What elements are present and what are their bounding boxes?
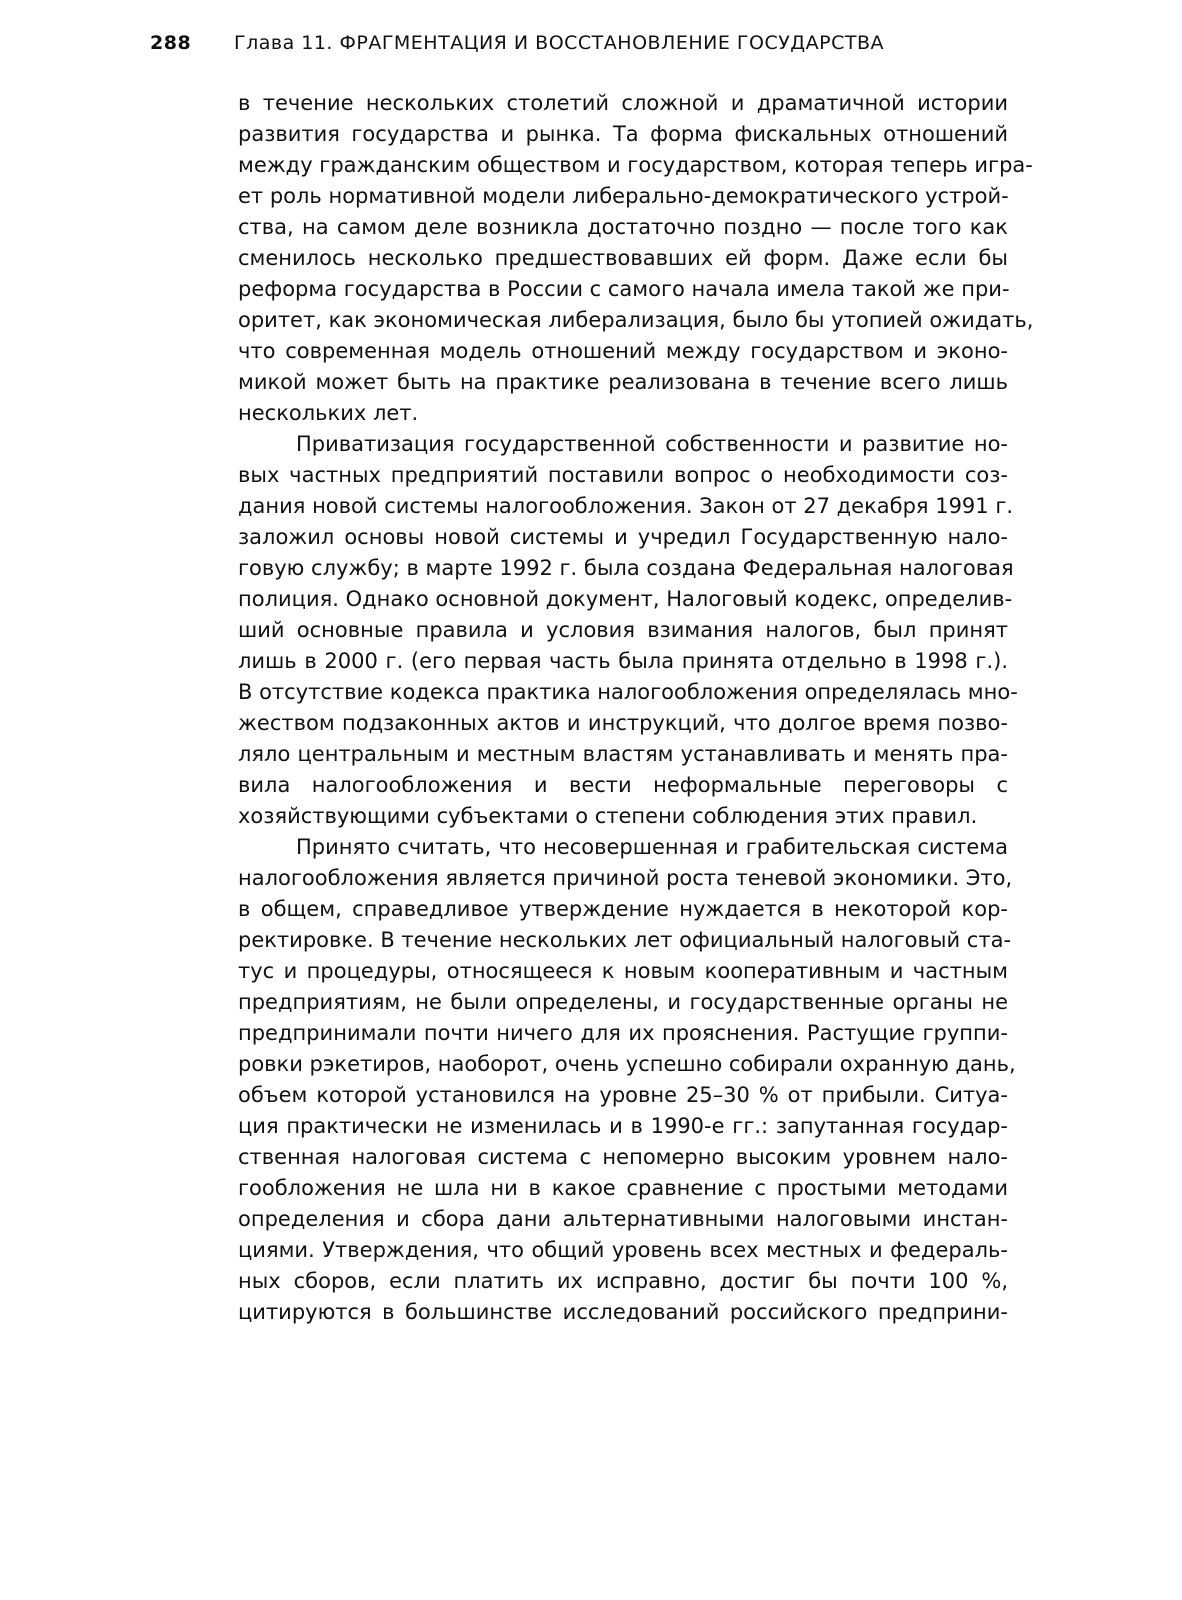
text-line: вила налогообложения и вести неформальные переговоры с (238, 773, 1008, 797)
text-line: гообложения не шла ни в какое сравнение с простыми методами (238, 1176, 1008, 1200)
text-line: цитируются в большинстве исследований российского предприни- (238, 1300, 1008, 1324)
body-text (238, 88, 1034, 1328)
text-line: вых частных предприятий поставили вопрос о необходимости соз- (238, 463, 1008, 487)
text-line: заложил основы новой системы и учредил Государственную нало- (238, 525, 1008, 549)
chapter-title: Глава 11. ФРАГМЕНТАЦИЯ И ВОССТАНОВЛЕНИЕ ГОСУДАРСТВА (234, 32, 884, 54)
text-line: ства, на самом деле возникла достаточно поздно — после того как (238, 215, 1008, 239)
text-line: дания новой системы налогообложения. Закон от 27 декабря 1991 г. (238, 494, 1014, 518)
text-line: предприятиям, не были определены, и государственные органы не (238, 990, 1008, 1014)
text-line: тус и процедуры, относящееся к новым кооперативным и частным (238, 959, 1008, 983)
text-line: ция практически не изменилась и в 1990-е гг.: запутанная государ- (238, 1114, 1008, 1138)
text-line: циями. Утверждения, что общий уровень всех местных и федераль- (238, 1238, 1008, 1262)
text-line: Приватизация государственной собственности и развитие но- (296, 432, 1008, 456)
text-line: определения и сбора дани альтернативными налоговыми инстан- (238, 1207, 1008, 1231)
text-line: ровки рэкетиров, наоборот, очень успешно собирали охранную дань, (238, 1052, 1016, 1076)
text-line: предпринимали почти ничего для их прояснения. Растущие группи- (238, 1021, 1008, 1045)
text-line: ректировке. В течение нескольких лет официальный налоговый ста- (238, 928, 1012, 952)
text-line: Принято считать, что несовершенная и грабительская система (296, 835, 1008, 859)
text-line: ший основные правила и условия взимания налогов, был принят (238, 618, 1008, 642)
text-line: ет роль нормативной модели либерально-демократического устрой- (238, 184, 1009, 208)
paragraph (238, 429, 1018, 832)
paragraph (238, 832, 1016, 1328)
text-line: что современная модель отношений между государством и эконо- (238, 339, 1008, 363)
text-line: развития государства и рынка. Та форма фискальных отношений (238, 122, 1008, 146)
text-line: ных сборов, если платить их исправно, достиг бы почти 100 %, (238, 1269, 1008, 1293)
paragraph (238, 88, 1034, 429)
text-line: В отсутствие кодекса практика налогообложения определялась мно- (238, 680, 1018, 704)
text-line: налогообложения является причиной роста теневой экономики. Это, (238, 866, 1013, 890)
text-line: ляло центральным и местным властям устанавливать и менять пра- (238, 742, 1008, 766)
text-line: сменилось несколько предшествовавших ей форм. Даже если бы (238, 246, 1008, 270)
text-line: реформа государства в России с самого начала имела такой же при- (238, 277, 1010, 301)
text-line: жеством подзаконных актов и инструкций, что долгое время позво- (238, 711, 1008, 735)
text-line: в течение нескольких столетий сложной и драматичной истории (238, 91, 1008, 115)
text-line: полиция. Однако основной документ, Налоговый кодекс, определив- (238, 587, 1013, 611)
running-head (150, 32, 1030, 62)
text-line: лишь в 2000 г. (его первая часть была принята отдельно в 1998 г.). (238, 649, 1008, 673)
text-line: между гражданским обществом и государством, которая теперь игра- (238, 153, 1033, 177)
text-line: говую службу; в марте 1992 г. была создана Федеральная налоговая (238, 556, 1014, 580)
page-number: 288 (150, 32, 192, 54)
text-line: микой может быть на практике реализована в течение всего лишь (238, 370, 1008, 394)
text-line: хозяйствующими субъектами о степени соблюдения этих правил. (238, 804, 978, 828)
text-line: ственная налоговая система с непомерно высоким уровнем нало- (238, 1145, 1008, 1169)
text-line: оритет, как экономическая либерализация, было бы утопией ожидать, (238, 308, 1034, 332)
text-line: нескольких лет. (238, 401, 419, 425)
text-line: в общем, справедливое утверждение нуждается в некоторой кор- (238, 897, 1008, 921)
text-line: объем которой установился на уровне 25–30 % от прибыли. Ситуа- (238, 1083, 1008, 1107)
